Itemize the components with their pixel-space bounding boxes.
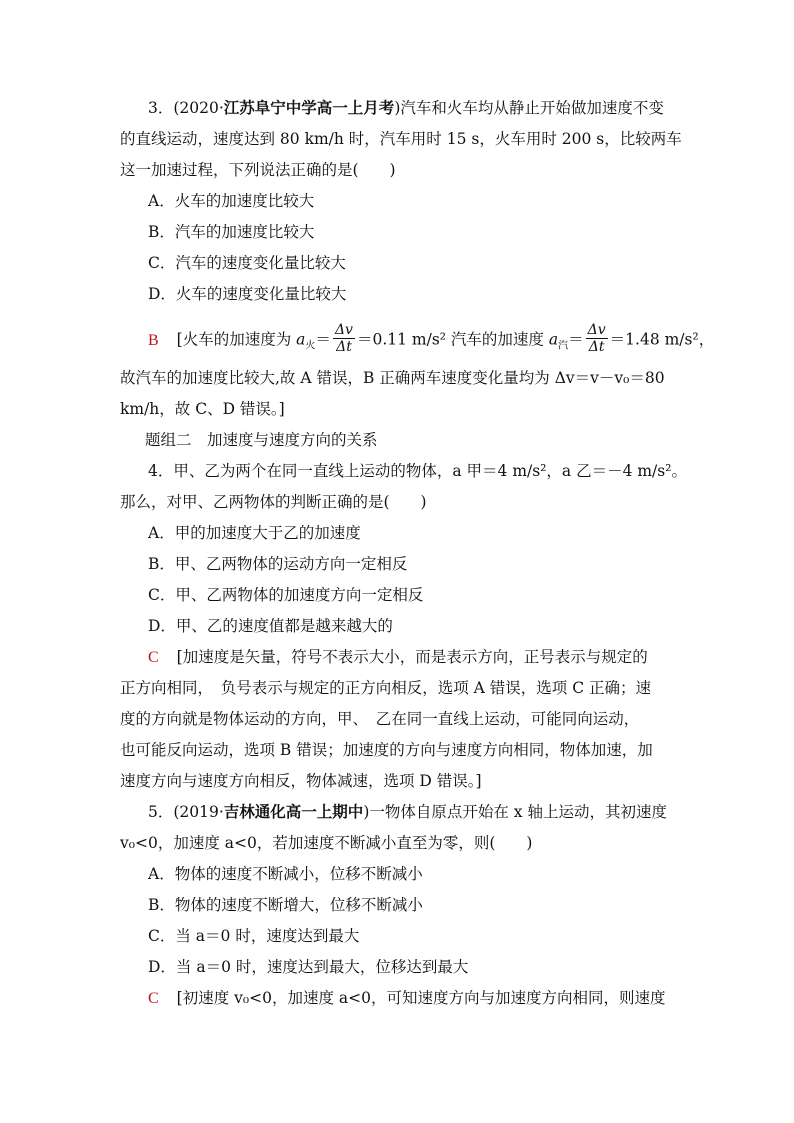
q5-answer-letter: C — [148, 990, 159, 1007]
q3-answer-text3: ＝1.48 m/s²， — [609, 330, 715, 349]
q5-option-c: C．当 a＝0 时，速度达到最大 — [148, 927, 360, 945]
q4-option-d: D．甲、乙的速度值都是越来越大的 — [148, 617, 393, 635]
q4-option-a: A．甲的加速度大于乙的加速度 — [148, 524, 361, 542]
q4-answer-line4: 也可能反向运动，选项 B 错误；加速度的方向与速度方向相同，物体加速，加 — [120, 741, 653, 759]
q4-answer-line2: 正方向相同， 负号表示与规定的正方向相反，选项 A 错误，选项 C 正确；速 — [120, 679, 652, 697]
q4-answer-text: [加速度是矢量，符号不表示大小，而是表示方向，正号表示与规定的 — [176, 648, 648, 666]
q4-answer-line3: 度的方向就是物体运动的方向，甲、 乙在同一直线上运动，可能同向运动， — [120, 710, 640, 728]
q5-stem-line1 — [148, 802, 667, 822]
q3-option-d: D．火车的速度变化量比较大 — [148, 285, 347, 303]
q3-answer-text2: ＝0.11 m/s² 汽车的加速度 — [356, 330, 544, 349]
q3-stem-line1 — [148, 98, 664, 118]
q3-frac1-den: Δt — [336, 339, 352, 355]
q3-stem-line3: 这一加速过程，下列说法正确的是( ) — [120, 161, 396, 179]
q5-option-b: B．物体的速度不断增大，位移不断减小 — [148, 896, 423, 914]
q4-stem-line1: 4．甲、乙为两个在同一直线上运动的物体，a 甲＝4 m/s²，a 乙＝－4 m/s²。 — [148, 462, 687, 480]
q4-stem-line2: 那么，对甲、乙两物体的判断正确的是( ) — [120, 493, 427, 511]
q5-source: 吉林通化高一上期中 — [223, 802, 364, 821]
q3-fraction-1 — [333, 322, 355, 355]
q4-answer-letter: C — [148, 649, 159, 666]
q3-answer-letter: B — [148, 331, 159, 349]
q5-stem-line2: v₀<0，加速度 a<0，若加速度不断减小直至为零，则( ) — [120, 834, 533, 852]
section-heading: 题组二 加速度与速度方向的关系 — [145, 431, 378, 449]
q3-source: 江苏阜宁中学高一上月考 — [223, 98, 395, 117]
q3-frac2-num: Δv — [587, 322, 606, 338]
q3-accel-symbol: a — [296, 330, 306, 349]
q4-option-c: C．甲、乙两物体的加速度方向一定相反 — [148, 586, 424, 604]
q3-accel-sub-train: 火 — [305, 340, 316, 352]
q3-stem-line2: 的直线运动，速度达到 80 km/h 时，汽车用时 15 s，火车用时 200 s，比较两车 — [120, 130, 682, 148]
q3-accel-sub-car: 汽 — [558, 340, 569, 352]
q5-option-a: A．物体的速度不断减小，位移不断减小 — [148, 865, 423, 883]
q3-equals: ＝ — [315, 330, 331, 349]
q5-answer-text: [初速度 v₀<0，加速度 a<0，可知速度方向与加速度方向相同，则速度 — [176, 989, 666, 1007]
q4-option-b: B．甲、乙两物体的运动方向一定相反 — [148, 555, 408, 573]
q3-accel-symbol-2: a — [548, 330, 559, 349]
q4-answer-line1 — [148, 647, 648, 668]
q3-stem-text: )汽车和火车均从静止开始做加速度不变 — [394, 99, 664, 117]
q3-answer-line3: km/h，故 C、D 错误。] — [120, 400, 285, 418]
q3-option-b: B．汽车的加速度比较大 — [148, 223, 315, 241]
q5-number: 5．(2019· — [148, 803, 224, 821]
q3-option-a: A．火车的加速度比较大 — [148, 192, 315, 210]
q3-option-c: C．汽车的速度变化量比较大 — [148, 254, 346, 272]
q3-answer-text1: [火车的加速度为 — [176, 330, 292, 349]
q3-frac2-den: Δt — [588, 339, 605, 355]
q3-equals-2: ＝ — [568, 330, 584, 349]
q4-answer-line5: 速度方向与速度方向相反，物体减速，选项 D 错误。] — [120, 772, 482, 790]
q5-option-d: D．当 a＝0 时，速度达到最大，位移达到最大 — [148, 958, 469, 976]
q3-answer-line2: 故汽车的加速度比较大,故 A 错误，B 正确两车速度变化量均为 Δv＝v－v₀＝80 — [120, 369, 665, 387]
q3-fraction-2 — [586, 322, 608, 355]
q3-frac1-num: Δv — [334, 322, 353, 338]
q5-answer-line1 — [148, 988, 665, 1009]
q3-number: 3．(2020· — [148, 99, 224, 117]
q5-stem-text: )一物体自原点开始在 x 轴上运动，其初速度 — [363, 803, 667, 821]
q3-answer-line1 — [148, 324, 714, 357]
